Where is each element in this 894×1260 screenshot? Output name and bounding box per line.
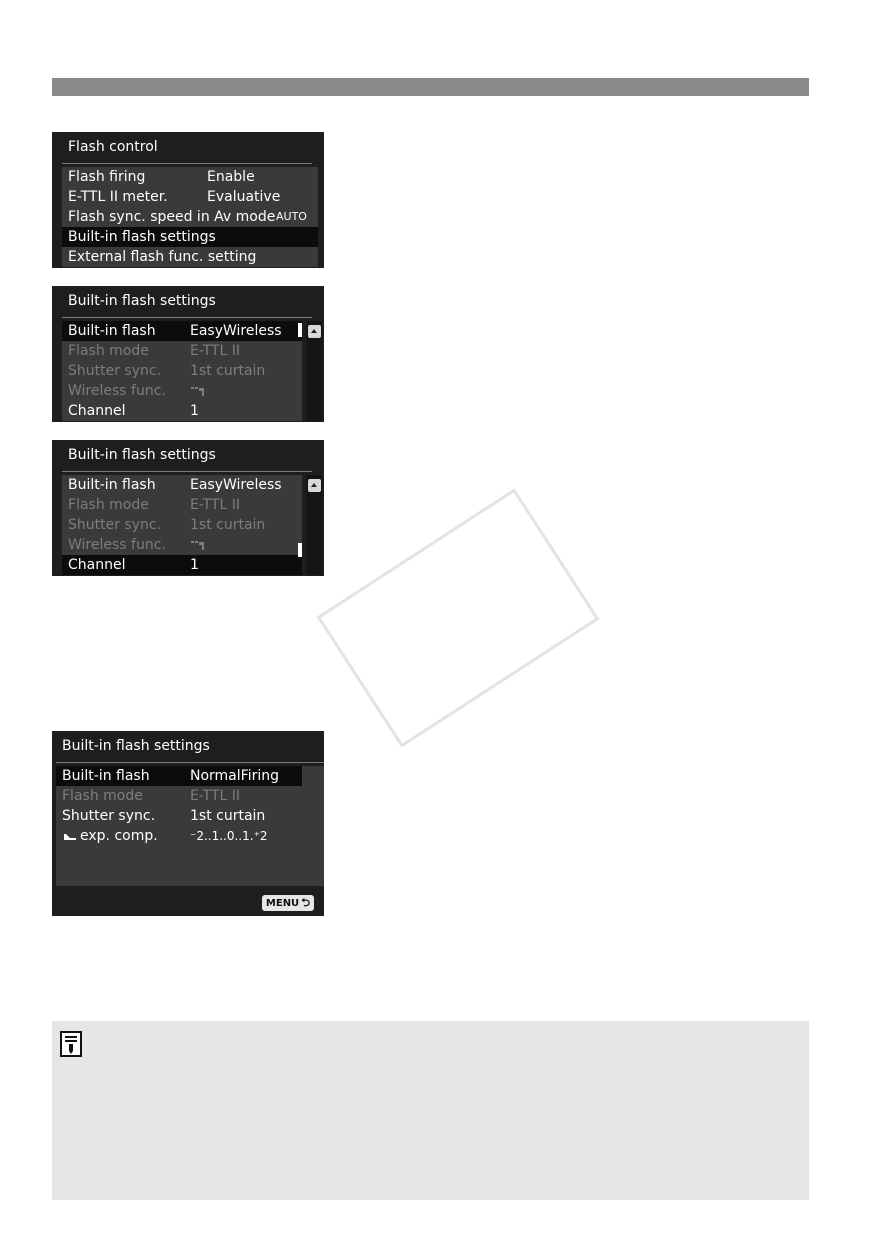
item-label: Built-in flash (68, 323, 156, 339)
item-value: E-TTL II (190, 497, 240, 513)
exp-comp-scale: ⁻2..1..0..1.⁺2 (190, 829, 268, 843)
item-value: E-TTL II (190, 788, 240, 804)
title-divider (62, 163, 312, 164)
screen-title: Built-in flash settings (68, 293, 216, 309)
item-label: exp. comp. (80, 828, 158, 844)
item-label: Shutter sync. (68, 363, 162, 379)
item-label: Flash firing (68, 169, 146, 185)
note-box (52, 1021, 809, 1200)
item-label: E-TTL II meter. (68, 189, 168, 205)
item-label-group (62, 826, 158, 846)
menu-item-channel[interactable] (62, 555, 302, 575)
built-in-flash-settings-screen-3 (52, 731, 324, 916)
row-tail (302, 766, 324, 786)
built-in-flash-settings-screen-2 (52, 440, 324, 576)
menu-item-shutter-sync[interactable] (56, 806, 324, 826)
menu-item-flash-exp-comp[interactable] (56, 826, 324, 846)
item-value: EasyWireless (190, 323, 282, 339)
menu-item-external-flash-func[interactable] (62, 247, 318, 267)
scroll-thumb[interactable] (298, 323, 302, 337)
scrollbar[interactable] (306, 321, 322, 421)
item-label: Wireless func. (68, 537, 166, 553)
scroll-up-icon[interactable] (308, 479, 321, 492)
return-icon: ⮌ (301, 896, 310, 909)
item-label: Flash mode (62, 788, 143, 804)
item-value: 1 (190, 403, 199, 419)
item-value: 1st curtain (190, 517, 266, 533)
menu-item-flash-mode (62, 495, 302, 515)
item-label: Flash sync. speed in Av mode (68, 209, 276, 225)
item-label: Channel (68, 557, 126, 573)
built-in-flash-settings-screen-1 (52, 286, 324, 422)
item-value: NormalFiring (190, 768, 279, 784)
scroll-up-icon[interactable] (308, 325, 321, 338)
menu-item-ettl-meter[interactable] (62, 187, 318, 207)
menu-item-wireless-func (62, 381, 302, 401)
menu-item-shutter-sync (62, 361, 302, 381)
menu-item-built-in-flash[interactable] (56, 766, 302, 786)
item-label: Shutter sync. (62, 808, 156, 824)
item-label: Built-in flash (62, 768, 150, 784)
menu-return-button[interactable] (262, 895, 314, 911)
item-label: External flash func. setting (68, 249, 257, 265)
menu-item-built-in-flash[interactable] (62, 475, 302, 495)
menu-item-flash-mode (62, 341, 302, 361)
empty-row (56, 866, 324, 886)
item-label: Flash mode (68, 343, 149, 359)
section-header-bar (52, 78, 809, 96)
memo-icon (60, 1031, 82, 1057)
flash-exp-comp-icon (62, 830, 78, 842)
menu-label: MENU (265, 898, 300, 909)
item-value: 1st curtain (190, 363, 266, 379)
menu-item-flash-sync-speed[interactable] (62, 207, 318, 227)
item-value: Evaluative (207, 189, 281, 205)
empty-row (56, 846, 324, 866)
title-divider (62, 317, 312, 318)
menu-item-channel[interactable] (62, 401, 302, 421)
menu-item-flash-firing[interactable] (62, 167, 318, 187)
item-label: Wireless func. (68, 383, 166, 399)
menu-item-built-in-flash[interactable] (62, 321, 302, 341)
menu-item-wireless-func (62, 535, 302, 555)
item-value: AUTO (276, 210, 307, 223)
menu-item-flash-mode (56, 786, 324, 806)
item-label: Built-in flash (68, 477, 156, 493)
menu-item-shutter-sync (62, 515, 302, 535)
item-value: EasyWireless (190, 477, 282, 493)
item-label: Flash mode (68, 497, 149, 513)
item-value: Enable (207, 169, 255, 185)
item-label: Channel (68, 403, 126, 419)
screen-title: Flash control (68, 139, 158, 155)
wireless-func-icon (190, 381, 208, 401)
screen-title: Built-in flash settings (62, 738, 210, 754)
item-value: 1 (190, 557, 199, 573)
scroll-thumb[interactable] (298, 543, 302, 557)
scrollbar[interactable] (306, 475, 322, 575)
screen-title: Built-in flash settings (68, 447, 216, 463)
title-divider (62, 471, 312, 472)
item-label: Built-in flash settings (68, 229, 216, 245)
menu-item-built-in-flash-settings[interactable] (62, 227, 318, 247)
watermark-frame (317, 488, 600, 747)
item-value: 1st curtain (190, 808, 266, 824)
title-divider (56, 762, 324, 763)
item-value: E-TTL II (190, 343, 240, 359)
item-label: Shutter sync. (68, 517, 162, 533)
flash-control-screen (52, 132, 324, 268)
wireless-func-icon (190, 535, 208, 555)
